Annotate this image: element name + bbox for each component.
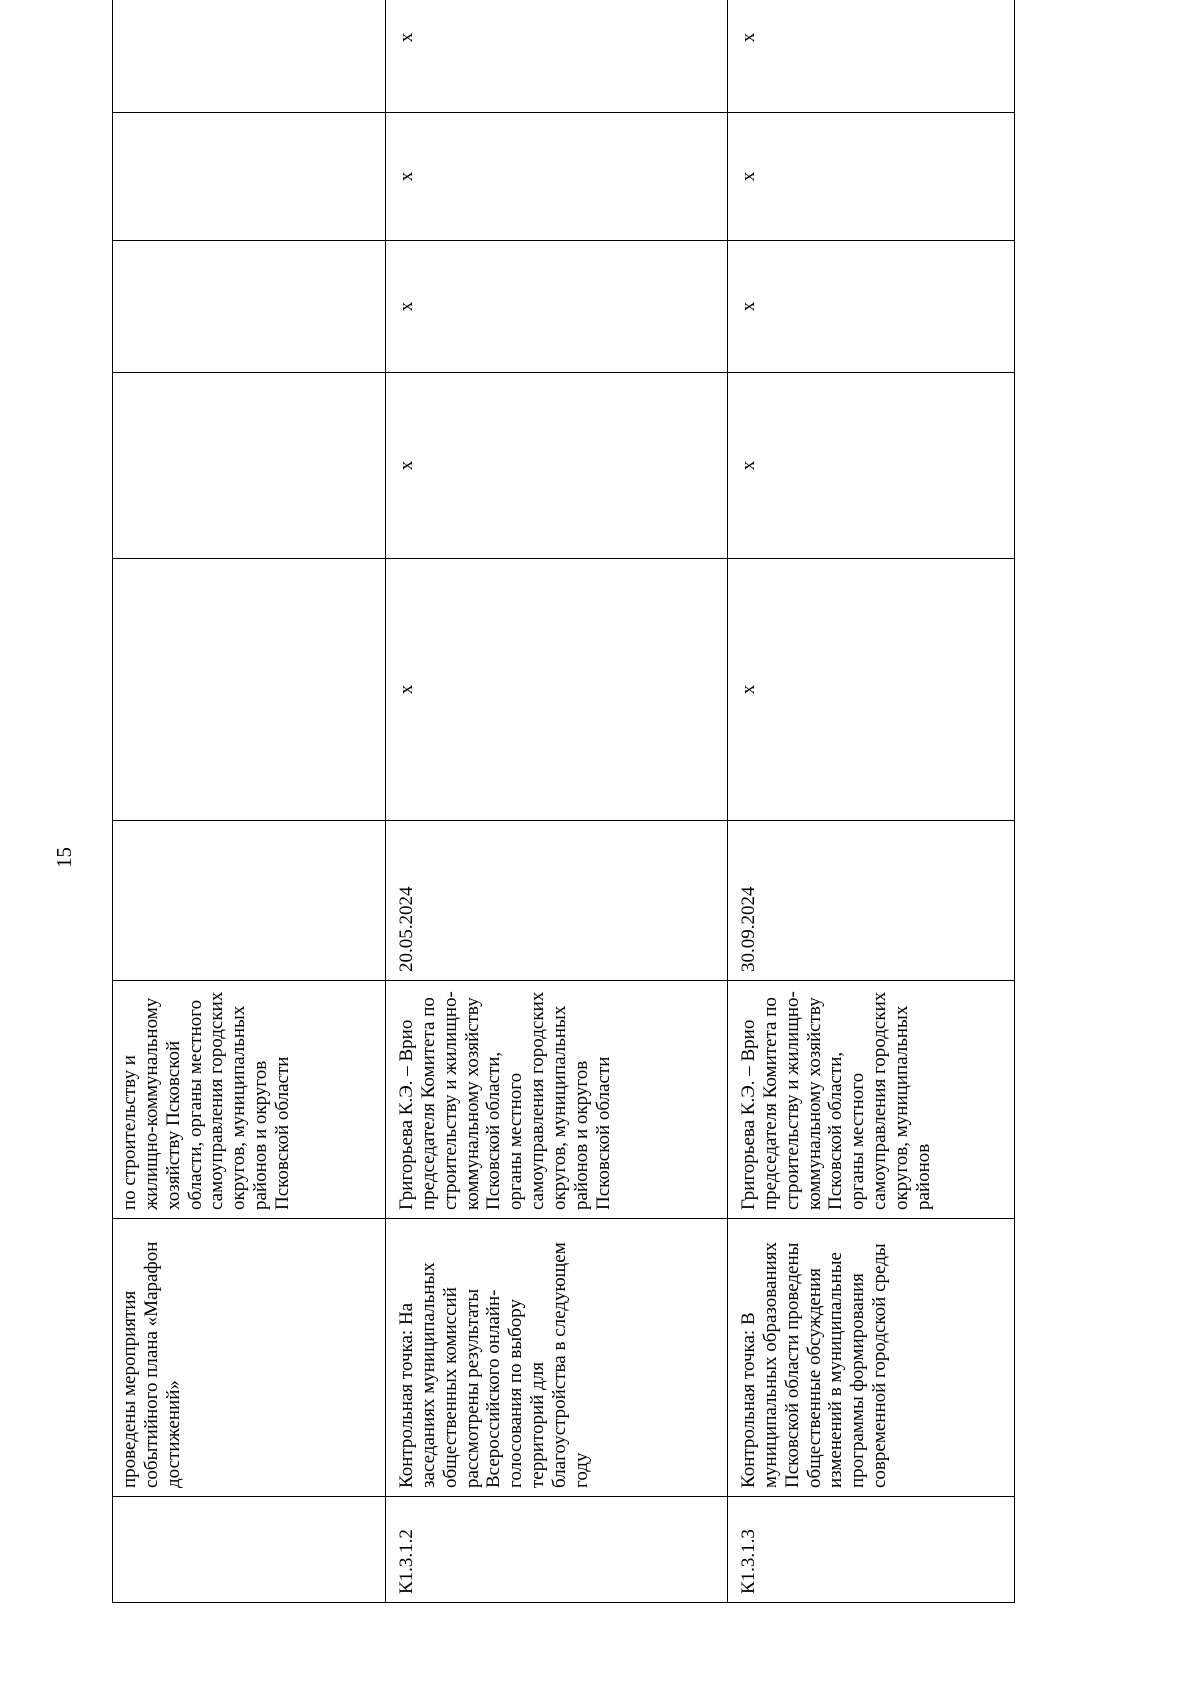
- plan-table: [112, 0, 1015, 1603]
- table-row: [113, 0, 386, 1603]
- row-cell: x: [386, 241, 728, 373]
- row-cell: x: [728, 373, 1015, 559]
- row-code: К1.3.1.2: [386, 1497, 728, 1603]
- row-cell: x: [386, 559, 728, 821]
- row-name: проведены мероприятия событийного плана «Марафон достижений»: [113, 1219, 386, 1497]
- row-responsible: по строительству и жилищно-коммунальному хозяйству Псковской области, органы местного самоуправления городских округов, муниципальных районов и округов Псковской области: [113, 981, 386, 1219]
- table-row: [728, 0, 1015, 1603]
- row-name: Контрольная точка: На заседаниях муниципальных общественных комиссий рассмотрены результаты Всероссийского онлайн-голосования по выбору территорий для благоустройства в следующем году: [386, 1219, 728, 1497]
- row-cell: [113, 113, 386, 241]
- row-cell: x: [728, 241, 1015, 373]
- row-code: К1.3.1.3: [728, 1497, 1015, 1603]
- row-date: 20.05.2024: [386, 821, 728, 981]
- row-name: Контрольная точка: В муниципальных образованиях Псковской области проведены общественные обсуждения изменений в муниципальные программы формирования современной городской среды: [728, 1219, 1015, 1497]
- row-cell: [113, 241, 386, 373]
- row-code: [113, 1497, 386, 1603]
- row-cell: x: [386, 0, 728, 113]
- page-number: 15: [52, 847, 76, 868]
- row-cell: x: [728, 0, 1015, 113]
- row-cell: x: [386, 113, 728, 241]
- row-date: 30.09.2024: [728, 821, 1015, 981]
- row-cell: [113, 0, 386, 113]
- row-cell: [113, 373, 386, 559]
- row-responsible: Григорьева К.Э. – Врио председателя Комитета по строительству и жилищно-коммунальному хозяйству Псковской области, органы местного самоуправления городских округов, муниципальных районов: [728, 981, 1015, 1219]
- row-cell: x: [386, 373, 728, 559]
- row-date: [113, 821, 386, 981]
- row-cell: x: [728, 559, 1015, 821]
- row-responsible: Григорьева К.Э. – Врио председателя Комитета по строительству и жилищно-коммунальному хозяйству Псковской области, органы местного самоуправления городских округов, муниципальных районов и округов Псковской области: [386, 981, 728, 1219]
- table-row: [386, 0, 728, 1603]
- row-cell: [113, 559, 386, 821]
- row-cell: x: [728, 113, 1015, 241]
